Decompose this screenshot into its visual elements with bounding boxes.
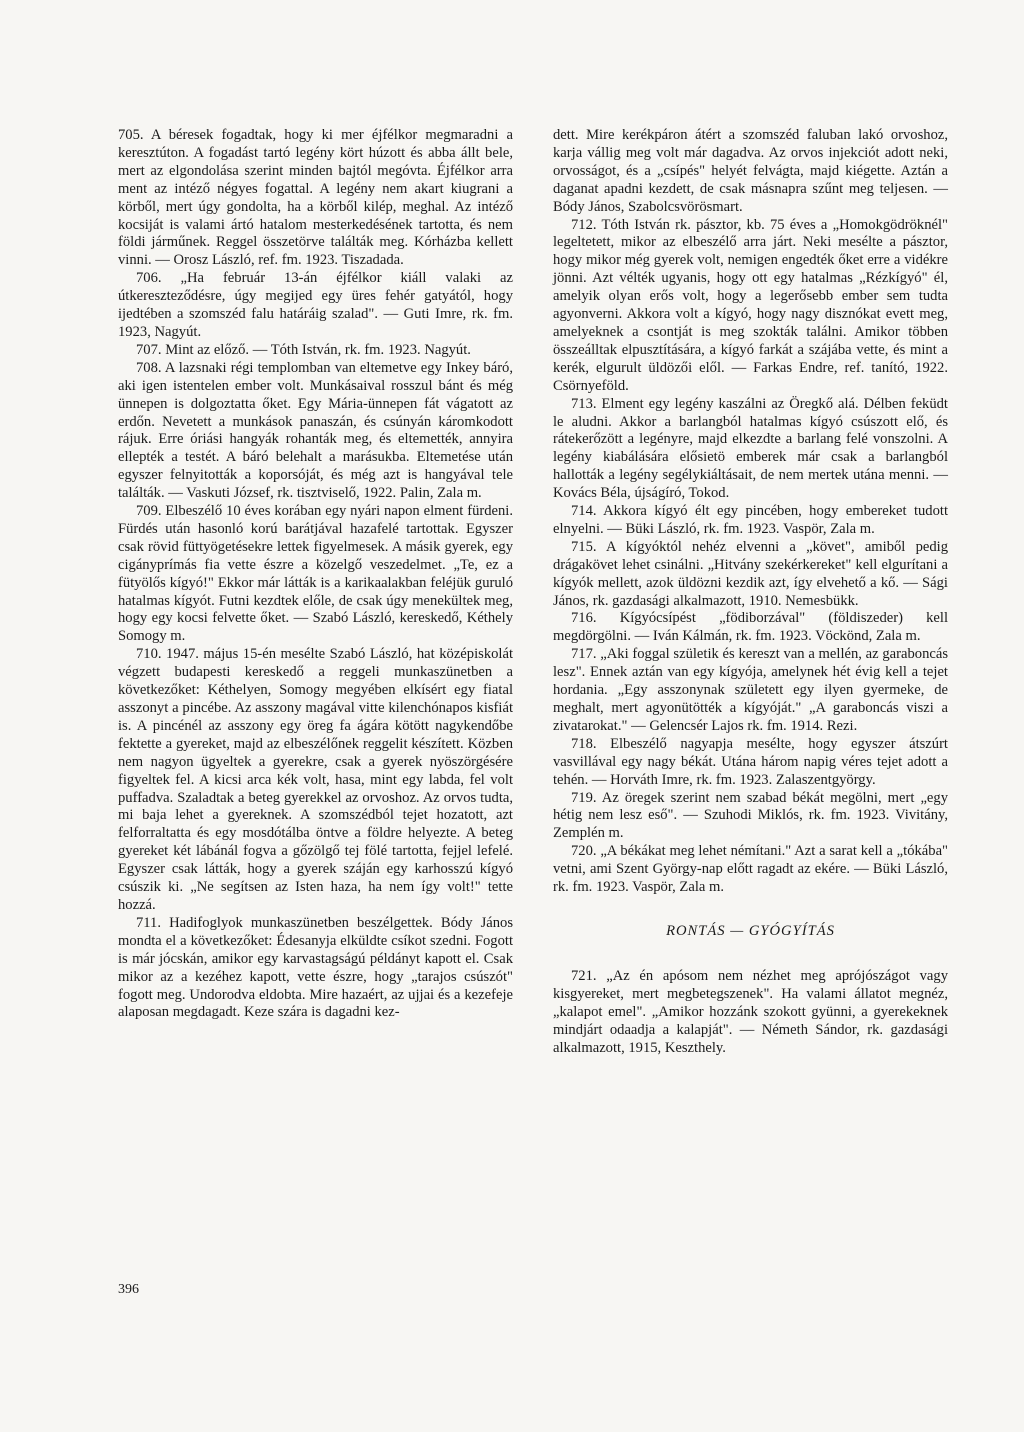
paragraph-720: 720. „A békákat meg lehet némítani." Azt a sarat kell a „tókába" vetni, ami Szent György-nap előtt ragadt az ekére. — Büki László, rk. fm. 1923. Vaspör, Zala m. (553, 843, 948, 896)
paragraph-711: 711. Hadifoglyok munkaszünetben beszélgettek. Bódy János mondta el a következőket: Édesanyja elküldte csíkot szedni. Fogott is már jócskán, amikor egy karvastagságú példányt kapott el. Csak mikor az a kezéhez kapott, vette észre, hogy „tarajos csúszót" fogott meg. Undorodva eldobta. Mire hazaért, az ujjai és a kezefeje alaposan megdagadt. Keze szára is dagadni kez- (118, 914, 513, 1021)
section-title: RONTÁS — GYÓGYÍTÁS (666, 922, 835, 939)
right-column (553, 127, 948, 1058)
paragraph-718: 718. Elbeszélő nagyapja mesélte, hogy egyszer átszúrt vasvillával egy nagy békát. Utána három napig véres tejet adott a tehén. — Horváth Imre, rk. fm. 1923. Zalaszentgyörgy. (553, 735, 948, 788)
paragraph-711-continued: dett. Mire kerékpáron átért a szomszéd faluban lakó orvoshoz, karja vállig meg volt már dagadva. Az orvos injekciót adott neki, orvosságot, és a „csípés" helyét felvágta, majd kiégette. Aztán a daganat apadni kezdett, de csak másnapra szűnt meg teljesen. — Bódy János, Szabolcsvörösmart. (553, 127, 948, 215)
paragraph-706: 706. „Ha február 13-án éjfélkor kiáll valaki az útkereszteződésre, úgy megijed egy üres fehér gatyától, hogy ijedtében a szomszéd falu határáig szalad". — Guti Imre, rk. fm. 1923, Nagyút. (118, 270, 513, 340)
paragraph-716: 716. Kígyócsípést „födiborzával" (földiszeder) kell megdörgölni. — Iván Kálmán, rk. fm. 1923. Vöckönd, Zala m. (553, 610, 948, 645)
paragraph-707: 707. Mint az előző. — Tóth István, rk. fm. 1923. Nagyút. (136, 341, 471, 358)
left-column (118, 127, 513, 1022)
paragraph-721: 721. „Az én apósom nem nézhet meg aprójószágot vagy kisgyereket, mert megbetegszenek". Ha valami állatot megnéz, „kalapot emel". „Amikor hozzánk szokott gyünni, a gyerekeknek mindjárt odaadja a kalapját". — Németh Sándor, rk. gazdasági alkalmazott, 1915, Keszthely. (553, 967, 948, 1056)
paragraph-717: 717. „Aki foggal születik és kereszt van a mellén, az garaboncás lesz". Ennek aztán van egy kígyója, amelynek hét évig kell a tejet hordania. „Egy asszonynak született egy ilyen gyermeke, de meghalt, mert agyonütötték a kígyóját." „A garaboncás viszi a zivatarokat." — Gelencsér Lajos rk. fm. 1914. Rezi. (553, 646, 948, 734)
paragraph-710: 710. 1947. május 15-én mesélte Szabó László, hat középiskolát végzett budapesti kereskedő a reggeli munkaszünetben a következőket: Kéthelyen, Somogy megyében elkísért egy fiatal asszonyt a pincébe. Az asszony magával vitte kilenchónapos kisfiát is. A pincénél az asszony egy öreg fa ágára kötött nagykendőbe fektette a gyereket, majd az elbeszélőnek reggelit készített. Közben nem nagyon ügyeltek a gyerekre, csak a gyerek nyöszörgésére figyeltek fel. A kicsi arca kék volt, hasa, mint egy labda, fel volt puffadva. Szaladtak a beteg gyerekkel az orvoshoz. Az orvos tudta, mi baja lehet a gyereknek. A szomszédból tejet hozatott, azt felforraltatta és egy mosdótálba öntve a földre helyezte. A beteg gyereket két lábánál fogva a gőzölgő tej fölé tartotta, fejjel lefelé. Egyszer csak látták, hogy a gyerek száján egy karhosszú kígyó csúszik ki. „Ne segítsen az Isten haza, ha nem így volt!" tette hozzá. (118, 646, 513, 913)
paragraph-719: 719. Az öregek szerint nem szabad békát megölni, mert „egy hétig nem lesz eső". — Szuhodi Miklós, rk. fm. 1923. Vivitány, Zemplén m. (553, 789, 948, 842)
paragraph-705: 705. A béresek fogadtak, hogy ki mer éjfélkor megmaradni a keresztúton. A fogadást tartó legény kört húzott és abba állt bele, mert az elgondolása szerint minden bajtól megóvta. Éjfélkor arra ment az intéző négyes fogattal. A legény nem akart kiugrani a körből, mert úgy gondolta, ha a körből kilép, meghal. Az intéző kocsiját is valami ártó hatalom mesterkedésének tartotta, és nem földi járműnek. Reggel összetörve találták meg. Kórházba kellett vinni. — Orosz László, ref. fm. 1923. Tiszadada. (118, 127, 513, 269)
paragraph-713: 713. Elment egy legény kaszálni az Öregkő alá. Délben feküdt le aludni. Akkor a barlangból hatalmas kígyó csúszott elő, és rátekerőzött a legényre, majd elkezdte a barlang felé vonszolni. A legény kiabálására elősietö emberek már csak a barlangból hallották a legény segélykiáltásait, de nem mertek utána menni. — Kovács Béla, újságíró, Tokod. (553, 395, 948, 502)
paragraph-709: 709. Elbeszélő 10 éves korában egy nyári napon elment fürdeni. Fürdés után hasonló korú barátjával hazafelé tartottak. Egyszer csak rövid füttyögetésekre lettek figyelmesek. A másik gyerek, egy cigányprímás fia vette észre a közelgő veszedelmet. „Te, ez a fütyölős kígyó!" Ekkor már látták is a karikaalakban feléjük guruló hatalmas kígyót. Futni kezdtek előle, de csak úgy menekültek meg, hogy egy kocsi felvette őket. — Szabó László, kereskedő, Kéthely Somogy m. (118, 503, 513, 645)
paragraph-714: 714. Akkora kígyó élt egy pincében, hogy embereket tudott elnyelni. — Büki László, rk. fm. 1923. Vaspör, Zala m. (553, 503, 948, 537)
page-number: 396 (118, 1282, 139, 1297)
paragraph-715: 715. A kígyóktól nehéz elvenni a „követ", amiből pedig drágakövet lehet csinálni. „Hitvány szekérkereket" kell elgurítani a kígyók mellett, azok üldözni kezdik azt, így elvehető a kő. — Sági János, rk. gazdasági alkalmazott, 1910. Nemesbükk. (553, 538, 948, 609)
paragraph-712: 712. Tóth István rk. pásztor, kb. 75 éves a „Homokgödröknél" legeltetett, mikor az elbeszélő arra járt. Neki mesélte a pásztor, hogy mikor még gyerek volt, nemigen engedték őket erre a vidékre jönni. Azt vélték ugyanis, hogy ott egy hatalmas „Rézkígyó" él, amelyik olyan erős volt, hogy a legerősebb ember sem tudta agyonverni. Akkora volt a kígyó, hogy nagy disznókat evett meg, amelyeknek a csontját is meg szokták találni. Amikor többen összeálltak elpusztítására, a kígyó farkát a szájába vette, és mint a kerék, elgurult üldözői elől. — Farkas Endre, ref. tanító, 1922. Csörnyeföld. (553, 216, 948, 394)
paragraph-708: 708. A lazsnaki régi templomban van eltemetve egy Inkey báró, aki igen istentelen ember volt. Munkásaival rosszul bánt és még ünnepen is dolgoztatta őket. Egy Mária-ünnepen fát vágatott az erdőn. Nevetett a munkások panaszán, és csúnyán káromkodott rájuk. Erre óriási hangyák rohanták meg, és eltemették, annyira ellepték a testét. A báró belehalt a marásukba. Eltemetése után egyszer felnyitották a koporsóját, és még azt is hangyával tele találták. — Vaskuti József, rk. tisztviselő, 1922. Palin, Zala m. (118, 359, 513, 502)
